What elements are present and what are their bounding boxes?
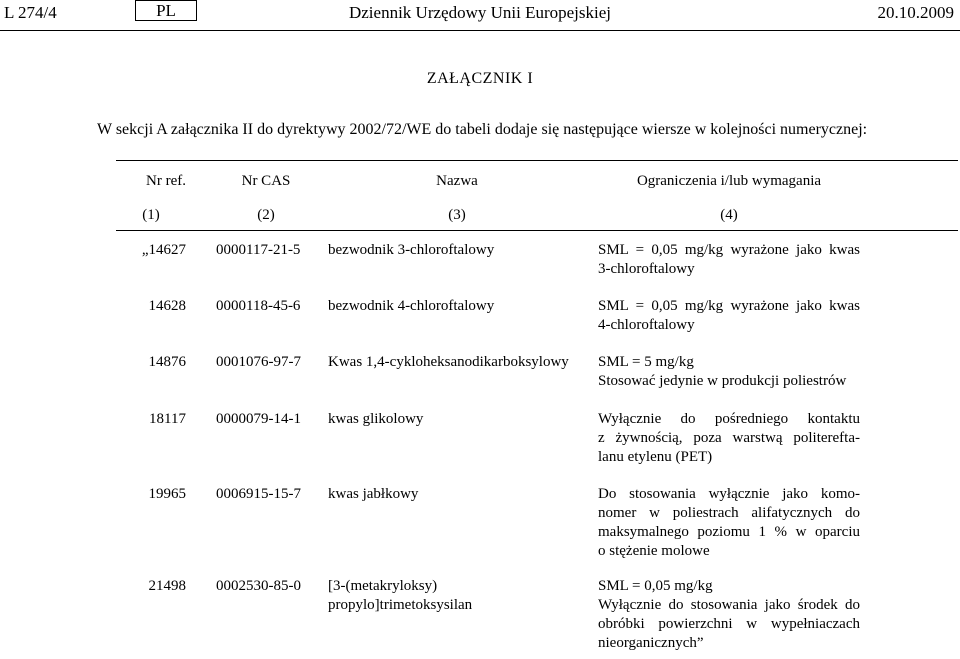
col-header-name: Nazwa	[436, 173, 478, 189]
ref-number: 18117	[149, 411, 186, 427]
restriction-line: SML = 0,05 mg/kg wyrażone jako kwas	[598, 298, 860, 314]
cas-number: 0000117-21-5	[216, 242, 301, 258]
col-number: (4)	[720, 207, 738, 223]
cas-number: 0002530-85-0	[216, 578, 301, 594]
col-number: (2)	[257, 207, 275, 223]
substance-name: bezwodnik 4-chloroftalowy	[328, 298, 495, 314]
substance-name: bezwodnik 3-chloroftalowy	[328, 242, 495, 258]
publication-date: 20.10.2009	[877, 3, 954, 22]
restriction-line: Do stosowania wyłącznie jako komo-	[598, 486, 860, 502]
ref-number: 21498	[148, 578, 186, 594]
restriction-line: 4-chloroftalowy	[598, 317, 695, 333]
restriction-line: SML = 5 mg/kg	[598, 354, 694, 370]
cas-number: 0000118-45-6	[216, 298, 301, 314]
col-header-restrictions: Ograniczenia i/lub wymagania	[636, 173, 822, 189]
table-header-rule	[116, 230, 958, 231]
substance-name: [3-(metakryloksy)	[328, 578, 438, 594]
ref-number: „14627	[141, 242, 186, 258]
cas-number: 0006915-15-7	[216, 486, 301, 502]
restriction-line: SML = 0,05 mg/kg wyrażone jako kwas	[598, 242, 860, 258]
restriction-line: nomer w poliestrach alifatycznych do	[598, 505, 860, 521]
restriction-line: obróbki powierzchni w wypełniaczach	[598, 616, 860, 632]
restriction-line: 3-chloroftalowy	[598, 261, 695, 277]
restriction-line: Wyłącznie do stosowania jako środek do	[598, 597, 860, 613]
restriction-line: o stężenie molowe	[598, 543, 710, 559]
page-reference: L 274/4	[4, 3, 57, 22]
annex-title: ZAŁĄCZNIK I	[426, 70, 534, 87]
restriction-line: z żywnością, poza warstwą politereftа-	[598, 430, 860, 446]
ref-number: 19965	[148, 486, 186, 502]
cas-number: 0001076-97-7	[216, 354, 301, 370]
restriction-line: SML = 0,05 mg/kg	[598, 578, 713, 594]
restriction-line: nieorganicznych”	[598, 635, 704, 651]
restriction-line: Stosować jedynie w produkcji poliestrów	[598, 373, 847, 389]
col-number: (3)	[448, 207, 466, 223]
intro-paragraph: W sekcji A załącznika II do dyrektywy 2002/72/WE do tabeli dodaje się następujące wiersze w kolejności numerycznej:	[97, 121, 868, 138]
substance-name: Kwas 1,4-cykloheksanodikarboksylowy	[328, 354, 569, 370]
language-badge: PL	[135, 0, 197, 21]
cas-number: 0000079-14-1	[216, 411, 301, 427]
restriction-line: Wyłącznie do pośredniego kontaktu	[598, 411, 860, 427]
col-number: (1)	[142, 207, 160, 223]
col-header-ref: Nr ref.	[146, 173, 186, 189]
restriction-line: lanu etylenu (PET)	[598, 449, 713, 465]
ref-number: 14628	[148, 298, 186, 314]
ref-number: 14876	[148, 354, 186, 370]
substance-name: propylo]trimetoksysilan	[328, 597, 473, 613]
substance-name: kwas jabłkowy	[328, 486, 419, 502]
journal-title: Dziennik Urzędowy Unii Europejskiej	[348, 3, 611, 22]
table-top-rule	[116, 160, 958, 161]
header-divider	[0, 30, 960, 31]
restriction-line: maksymalnego poziomu 1 % w oparciu	[598, 524, 860, 540]
substance-name: kwas glikolowy	[328, 411, 424, 427]
col-header-cas: Nr CAS	[241, 173, 291, 189]
